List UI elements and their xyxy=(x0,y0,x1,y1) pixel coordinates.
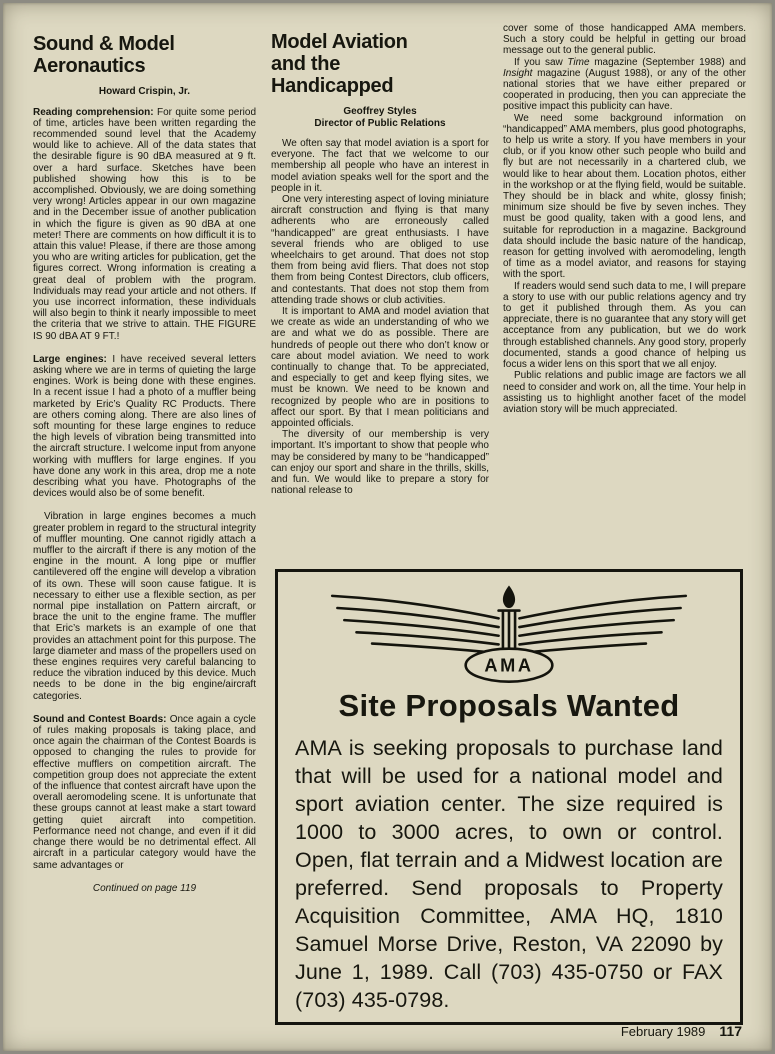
paragraph-text: magazine (August 1988), or any of the other national stories that we have either prepared or cooperated in producing, then you can appreciate the positive impact this publicity can have. xyxy=(503,67,746,113)
paragraph: One very interesting aspect of loving miniature aircraft construction and flying is that many adherents who are erroneously called “handicapped” are great enthusiasts. I have several friends who are obliged to use wheelchairs to get around. That does not stop them from being avid fliers. That does not stop them from being Contest Directors, club officers, and contestants. That does not stop them from attending trade shows or club activities. xyxy=(271,194,489,306)
site-proposals-ad xyxy=(275,569,743,1025)
paragraph xyxy=(503,57,746,113)
paragraph-text: Once again a cycle of rules making proposals is taking place, and once again the chairman of the Contest Boards is opposed to changing the rules to provide for effective mufflers on competition aircraft. The competition group does not appreciate the extent of the influence that contest aircraft have upon the overall aeromodeling scene. It is unfortunate that these groups cannot at least make a start toward getting quiet aircraft into competition. Performance need not change, and even if it did change there would be no detrimental effect. All aircraft in a particular category would have the same advantages or xyxy=(33,713,256,871)
paragraph: If readers would send such data to me, I will prepare a story to use with our public relations agency and try to get it published through them. As you can appreciate, there is no guarantee that any story will get acceptance from any publication, but we do work through established channels. Any good story, properly documented, stands a good chance of helping us focus a wider lens on this sport that we all enjoy. xyxy=(503,280,746,371)
paragraph-text: If you saw xyxy=(514,56,568,68)
paragraph xyxy=(33,714,256,871)
paragraph: cover some of those handicapped AMA members. Such a story could be helpful in getting our broad message out to the general public. xyxy=(503,23,746,57)
paragraph-lead: Sound and Contest Boards: xyxy=(33,713,167,725)
page-footer xyxy=(621,1023,742,1039)
magazine-page xyxy=(3,3,772,1051)
paragraph-text: For quite some period of time, articles have been written regarding the recommended sound level that the Academy would like to achieve. All of the data states that the desirable figure is 90 dBA measured at 9 ft. over a hard surface. Sketches have been published showing how this is to be accomplished. Obviously, we are doing something very wrong! Articles appear in our own magazine and in the December issue of another publication in which the figure is given as 90 dBA at one meter! There are comments on how difficult it is to attain this value! Please, if there are those among you who are writing articles for publication, get the figures correct. Wrong information is creating a great deal of problem with the program. Individuals may read your article and not others. If you use incorrect information, these individuals will also begin to think it nearly impossible to meet the criteria that we strive to attain. THE FIGURE IS 90 dBA AT 9 FT.! xyxy=(33,106,257,342)
paragraph-lead: Large engines: xyxy=(33,353,107,365)
paragraph: We often say that model aviation is a sport for everyone. The fact that we welcome to our membership all people who have an interest in model aviation speaks well for the sport and the people in it. xyxy=(271,138,489,194)
byline-geoffrey-styles xyxy=(271,106,489,129)
article-title-handicapped: Model Aviation and the Handicapped xyxy=(271,31,408,97)
paragraph: It is important to AMA and model aviation that we create as wide an understanding of who we are and what we do as possible. There are hundreds of people out there who don’t know or care about model aviation. We need to work continually to change that. To be appreciated, and especially to get and keep flying sites, we must be known. We need to be known and recognized by people who are in positions to affect our sport. By that I mean politicians and appointed officials. xyxy=(271,306,489,430)
byline-role: Director of Public Relations xyxy=(314,117,446,129)
magazine-name-time: Time xyxy=(567,56,590,68)
paragraph-text: I have received several letters asking where we are in terms of quieting the large engines. Work is being done with these engines. In a recent issue I had a photo of a muffler being marketed by Eric’s Quality RC Products. There are others coming along. There are also lines of soft mounting for these large engines to reduce the high levels of vibration being transmitted into the aircraft structure. I welcome input from anyone working with mufflers for large engines. If you have done any work in this area, drop me a note describing what you have. Photographs of the devices would also be of some benefit. xyxy=(33,353,256,500)
right-column xyxy=(503,23,746,415)
footer-issue-date: February 1989 xyxy=(620,1024,706,1039)
continued-notice: Continued on page 119 xyxy=(92,882,197,894)
paragraph: Vibration in large engines becomes a much greater problem in regard to the structural integrity of muffler mounting. One cannot rigidly attach a muffler to the aircraft if there is any motion of the engine in the mount. A long pipe or muffler cantilevered off the engine will develop a vibration of its own. These will soon cause fatigue. It is necessary to either use a flexible section, as per normal pipe installation on Pattern aircraft, or brace the unit to the engine frame. The muffler that Eric’s markets is an example of one that provides an attachment point for this purpose. The large diameter and mass of the propellers used on these engines requires very careful balancing to reduce the vibration induced by this device. Much needs to be done in the big engine/aircraft categories. xyxy=(33,511,256,702)
middle-column xyxy=(271,31,489,497)
ama-logo-text: AMA xyxy=(484,655,534,676)
paragraph: The diversity of our membership is very important. It’s important to show that people who may be considered by many to be “handicapped” can enjoy our sport and share in the thrills, skills, and fun. We would like to prepare a story for national release to xyxy=(271,429,489,497)
paragraph-lead: Reading comprehension: xyxy=(33,106,154,118)
torch-flame-icon xyxy=(503,585,515,608)
paragraph: We need some background information on “handicapped” AMA members, plus good photographs, to help us write a story. If you have members in your club, or if you know other such people who build and fly but are not necessarily in a chartered club, we would like to hear about them. Location photos, either in the workshop or at the flying field, would be suitable. They should be in black and white, glossy finish; minimum size should be five by seven inches. They must be good quality, taken with a good lens, and suitable for reproduction in a magazine. Background data should include the basic nature of the handicap, reason for getting involved with aeromodeling, length of time as a model aviator, and reasons for staying with the sport. xyxy=(503,112,746,281)
magazine-name-insight: Insight xyxy=(503,67,533,79)
paragraph xyxy=(33,107,256,342)
byline-howard-crispin: Howard Crispin, Jr. xyxy=(98,86,191,97)
left-column xyxy=(33,33,256,894)
ad-body-text: AMA is seeking proposals to purchase land that will be used for a national model and sport aviation center. The size required is 1000 to 3000 acres, to own or control. Open, flat terrain and a Midwest location are preferred. Send proposals to Property Acquisition Committee, AMA HQ, 1810 Samuel Morse Drive, Reston, VA 22090 by June 1, 1989. Call (703) 435-0750 or FAX (703) 435-0798. xyxy=(295,736,723,1012)
article-title-sound: Sound & Model Aeronautics xyxy=(33,33,175,77)
byline-name: Geoffrey Styles xyxy=(343,106,417,117)
ama-wings-logo xyxy=(302,582,716,686)
paragraph xyxy=(33,354,256,500)
footer-page-number: 117 xyxy=(719,1023,742,1039)
paragraph-text: magazine (September 1988) and xyxy=(589,56,746,68)
paragraph: Public relations and public image are factors we all need to consider and work on, all the time. Your help in assisting us to highlight another facet of the model aviation story will be much appreciated. xyxy=(503,370,746,415)
ad-headline: Site Proposals Wanted xyxy=(338,688,680,723)
